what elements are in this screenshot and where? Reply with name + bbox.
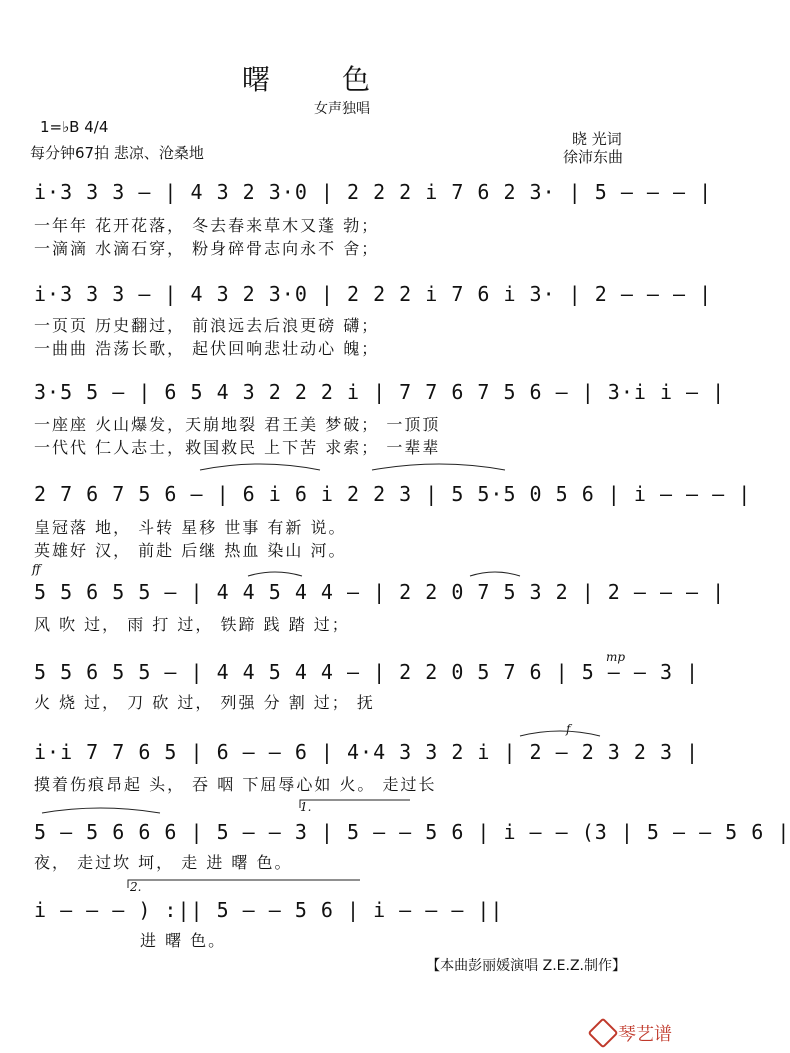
system-6-lyrics: 火 烧 过， 刀 砍 过， 列强 分 割 过； 抚	[34, 693, 375, 712]
volta-second-label: 2.	[130, 880, 142, 894]
system-3-lyrics-verse-1: 一座座 火山爆发，天崩地裂 君王美 梦破； 一顶顶	[34, 415, 441, 434]
logo-icon	[587, 1017, 618, 1048]
system-7-lyrics: 摸着伤痕昂起 头， 吞 咽 下屈辱心如 火。 走过长	[34, 775, 437, 794]
volta-first-label: 1.	[300, 800, 312, 814]
volta-first-bracket	[300, 800, 410, 808]
system-9-notes: i – – – ) :|| 5 – – 5 6 | i – – – ||	[34, 898, 504, 922]
system-6-notes: 5 5 6 5 5 – | 4 4 5 4 4 – | 2 2 0 5 7 6 | 5 – – 3 |	[34, 660, 700, 684]
system-7-notes: i·i 7 7 6 5 | 6 – – 6 | 4·4 3 3 2 i | 2 – 2 3 2 3 |	[34, 740, 700, 764]
watermark-text: 琴艺谱	[618, 1024, 672, 1045]
system-2-lyrics-verse-2: 一曲曲 浩荡长歌， 起伏回响悲壮动心 魄；	[34, 339, 380, 358]
dynamic-ff: ff	[32, 562, 41, 576]
system-1-notes: i·3 3 3 – | 4 3 2 3·0 | 2 2 2 i 7 6 2 3· | 5 – – – |	[34, 180, 713, 204]
volta-second-bracket	[128, 880, 360, 888]
system-1-lyrics-verse-1: 一年年 花开花落， 冬去春来草木又蓬 勃；	[34, 216, 380, 235]
system-4-notes: 2 7 6 7 5 6 – | 6 i 6 i 2 2 3 | 5 5·5 0 5 6 | i – – – |	[34, 482, 752, 506]
system-5-notes: 5 5 6 5 5 – | 4 4 5 4 4 – | 2 2 0 7 5 3 2 | 2 – – – |	[34, 580, 726, 604]
system-8-notes: 5 – 5 6 6 6 | 5 – – 3 | 5 – – 5 6 | i – – (3 | 5 – – 5 6 |	[34, 820, 790, 844]
song-title: 曙色	[241, 63, 442, 96]
dynamic-mp: mp	[606, 650, 626, 664]
performance-credit: 【本曲彭丽媛演唱 Z.E.Z.制作】	[426, 958, 626, 974]
slur-2	[372, 464, 505, 470]
slur-5	[520, 731, 600, 736]
slur-1	[200, 464, 320, 470]
key-signature: 1=♭B 4/4	[40, 118, 109, 136]
system-2-lyrics-verse-1: 一页页 历史翻过， 前浪远去后浪更磅 礴；	[34, 316, 380, 335]
system-2-notes: i·3 3 3 – | 4 3 2 3·0 | 2 2 2 i 7 6 i 3· | 2 – – – |	[34, 282, 713, 306]
dynamic-f: f	[566, 722, 571, 736]
composer-credit: 徐沛东曲	[563, 148, 624, 166]
system-4-lyrics-verse-2: 英雄好 汉， 前赴 后继 热血 染山 河。	[34, 541, 347, 560]
song-subtitle: 女声独唱	[314, 101, 370, 117]
system-3-lyrics-verse-2: 一代代 仁人志士，救国救民 上下苦 求索； 一辈辈	[34, 438, 441, 457]
system-1-lyrics-verse-2: 一滴滴 水滴石穿， 粉身碎骨志向永不 舍；	[34, 239, 380, 258]
system-4-lyrics-verse-1: 皇冠落 地， 斗转 星移 世事 有新 说。	[34, 518, 347, 537]
tempo-marking: 每分钟67拍 悲凉、沧桑地	[30, 144, 204, 162]
system-5-lyrics: 风 吹 过， 雨 打 过， 铁蹄 践 踏 过；	[34, 615, 350, 634]
slur-3	[248, 572, 302, 576]
system-8-lyrics: 夜， 走过坎 坷， 走 进 曙 色。	[34, 853, 293, 872]
slur-4	[470, 572, 520, 576]
system-9-lyrics: 进 曙 色。	[140, 931, 227, 950]
slur-6	[42, 808, 160, 813]
system-3-notes: 3·5 5 – | 6 5 4 3 2 2 2 i | 7 7 6 7 5 6 – | 3·i i – |	[34, 380, 726, 404]
lyricist-credit: 晓 光词	[572, 130, 622, 148]
site-watermark	[592, 1020, 672, 1046]
